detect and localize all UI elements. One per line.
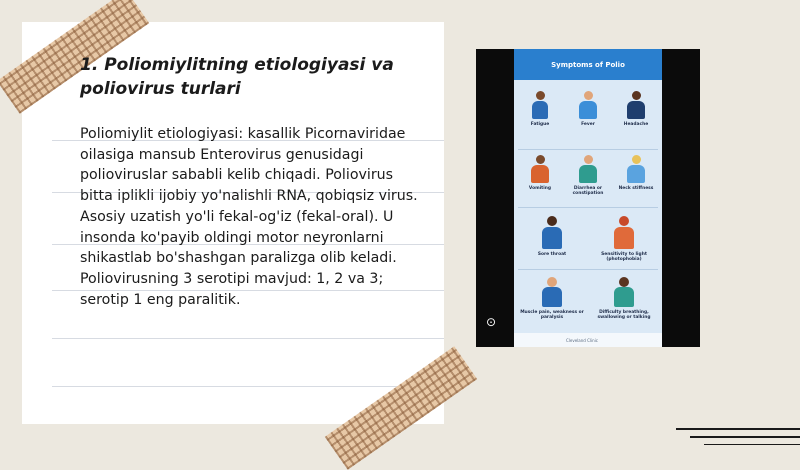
neck-stiffness-figure-icon <box>623 153 649 183</box>
sore-throat-figure-icon <box>537 213 567 249</box>
photophobia-figure-icon <box>609 213 639 249</box>
vomiting-figure-icon <box>527 153 553 183</box>
ruled-line <box>52 386 444 387</box>
slide-body-text: Poliomiylit etiologiyasi: kasallik Picornaviridae oilasiga mansub Enterovirus genusidagi polioviruslar sababli kelib chiqadi. Poliovirus bitta iplikli ijobiy yo'nalishli RNA, qobiqsiz virus. Asosiy uzatish yo'li fekal-og'iz (fekal-oral). U insonda ko'payib oldingi motor neyronlarni shikastlab bo'shashgan paralizga olib keladi. Poliovirusning 3 serotipi mavjud: 1, 2 va 3; serotip 1 eng paralitik. <box>80 126 418 308</box>
decorative-line <box>704 444 800 445</box>
diarrhea-figure-icon <box>575 153 601 183</box>
symptom-label: Muscle pain, weakness or paralysis <box>520 310 584 320</box>
row-divider <box>518 149 658 150</box>
symptom-label: Sore throat <box>537 252 567 257</box>
symptom-label: Vomiting <box>528 186 552 191</box>
infographic-title: Symptoms of Polio <box>514 49 662 80</box>
symptom-headache <box>614 89 658 127</box>
slide-title: 1. Poliomiylitning etiologiyasi va poliovirus turlari <box>80 55 394 99</box>
ruled-line <box>52 338 444 339</box>
symptom-label: Diarrhea or constipation <box>572 186 604 196</box>
fever-figure-icon <box>575 89 601 119</box>
symptom-label: Fever <box>581 122 595 127</box>
symptom-label: Fatigue <box>530 122 550 127</box>
symptom-label: Headache <box>623 122 649 127</box>
symptom-muscle-pain <box>520 275 584 320</box>
decorative-line <box>676 428 800 430</box>
infographic-panel <box>514 49 662 347</box>
headache-figure-icon <box>623 89 649 119</box>
polio-symptoms-image <box>476 49 700 347</box>
symptom-label: Sensitivity to light (photophobia) <box>601 252 647 262</box>
symptom-diarrhea <box>566 153 610 196</box>
muscle-pain-figure-icon <box>537 275 567 307</box>
decorative-line <box>690 436 800 438</box>
symptom-vomiting <box>518 153 562 191</box>
google-lens-icon[interactable]: ⊙ <box>486 315 497 329</box>
symptom-difficulty-breathing <box>592 275 656 320</box>
fatigue-figure-icon <box>527 89 553 119</box>
row-divider <box>518 207 658 208</box>
symptom-neck-stiffness <box>614 153 658 191</box>
symptom-fever <box>566 89 610 127</box>
symptom-label: Neck stiffness <box>618 186 654 191</box>
row-divider <box>518 269 658 270</box>
symptom-label: Difficulty breathing, swallowing or talking <box>597 310 651 320</box>
symptom-photophobia <box>592 213 656 262</box>
symptom-fatigue <box>518 89 562 127</box>
infographic-footer: Cleveland Clinic <box>514 333 662 347</box>
symptom-sore-throat <box>520 213 584 257</box>
difficulty-breathing-figure-icon <box>609 275 639 307</box>
